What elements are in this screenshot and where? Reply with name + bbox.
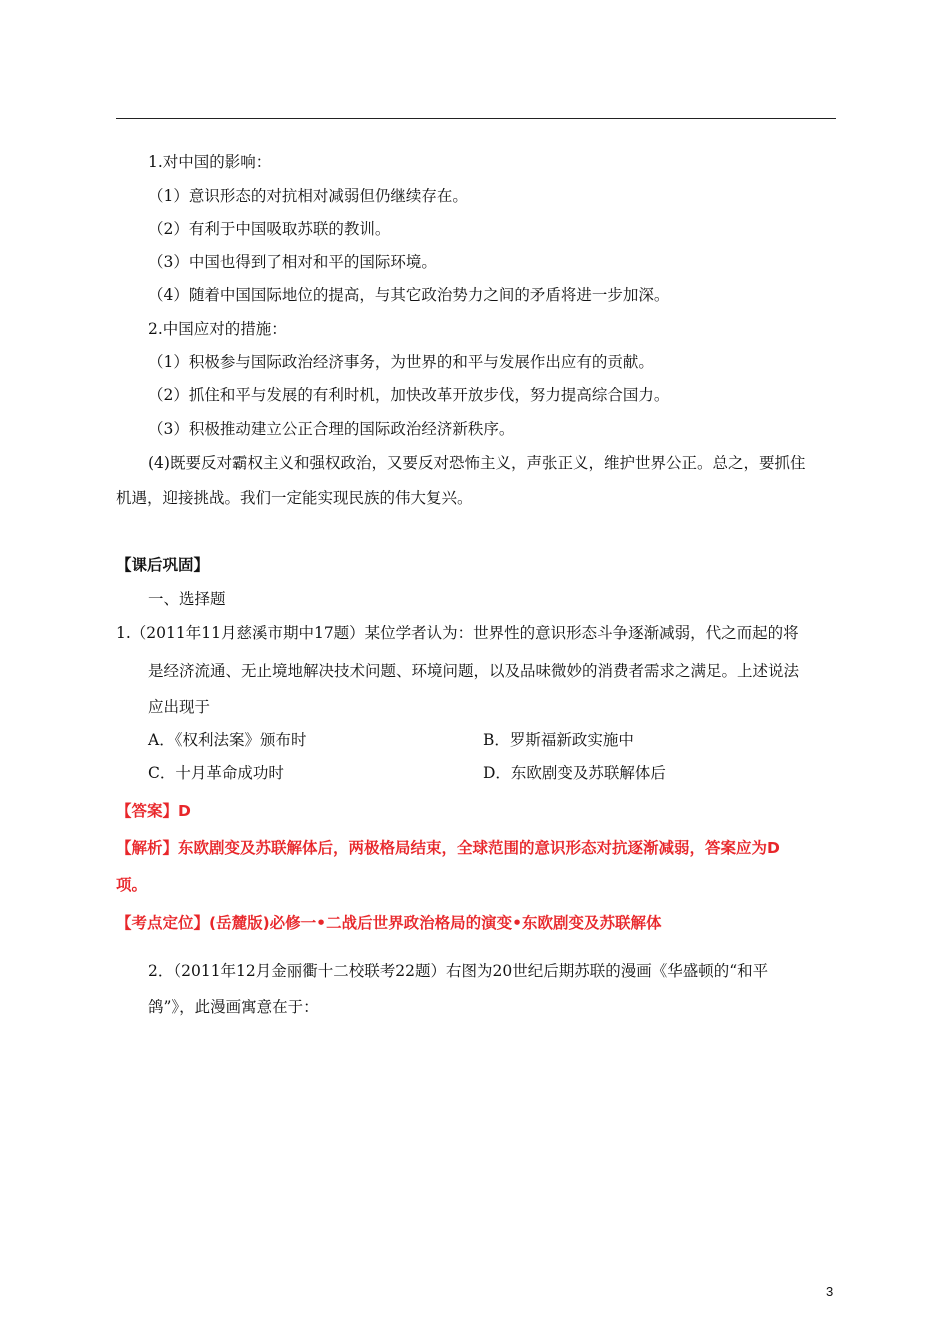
header-rule: [116, 118, 836, 119]
heading-impact: 1.对中国的影响：: [148, 153, 272, 171]
q1-option-b: B．罗斯福新政实施中: [483, 731, 634, 749]
measure-item-2: （2）抓住和平与发展的有利时机，加快改革开放步伐，努力提高综合国力。: [148, 386, 670, 404]
heading-measures: 2.中国应对的措施：: [148, 320, 287, 338]
q1-option-c: C．十月革命成功时: [148, 764, 284, 782]
q1-option-a: A．《权利法案》颁布时: [148, 731, 307, 749]
page-number: 3: [826, 1284, 834, 1299]
q1-answer: 【答案】D: [116, 802, 191, 820]
q1-stem-line2: 是经济流通、无止境地解决技术问题、环境问题，以及品味微妙的消费者需求之满足。上述说法: [148, 662, 800, 680]
q1-option-d: D．东欧剧变及苏联解体后: [483, 764, 666, 782]
impact-item-2: （2）有利于中国吸取苏联的教训。: [148, 220, 391, 238]
measure-item-3: （3）积极推动建立公正合理的国际政治经济新秩序。: [148, 420, 515, 438]
q1-analysis-line1: 【解析】东欧剧变及苏联解体后，两极格局结束，全球范围的意识形态对抗逐渐减弱，答案应为D: [116, 839, 780, 857]
impact-item-1: （1）意识形态的对抗相对减弱但仍继续存在。: [148, 187, 468, 205]
section-title: 【课后巩固】: [116, 555, 210, 574]
measure-item-4-line2: 机遇，迎接挑战。我们一定能实现民族的伟大复兴。: [116, 489, 473, 507]
q1-stem-line3: 应出现于: [148, 698, 211, 716]
q1-knowledge-point: 【考点定位】(岳麓版)必修一•二战后世界政治格局的演变•东欧剧变及苏联解体: [116, 914, 662, 932]
impact-item-3: （3）中国也得到了相对和平的国际环境。: [148, 253, 437, 271]
impact-item-4: （4）随着中国国际地位的提高，与其它政治势力之间的矛盾将进一步加深。: [148, 286, 670, 304]
measure-item-4-line1: (4)既要反对霸权主义和强权政治，又要反对恐怖主义，声张正义，维护世界公正。总之，要抓住: [148, 454, 806, 472]
q1-analysis-line2: 项。: [116, 876, 148, 894]
q1-stem-line1: 1.（2011年11月慈溪市期中17题）某位学者认为：世界性的意识形态斗争逐渐减弱，代之而起的将: [116, 624, 799, 642]
section-subtitle: 一、选择题: [148, 590, 226, 608]
measure-item-1: （1）积极参与国际政治经济事务，为世界的和平与发展作出应有的贡献。: [148, 353, 654, 371]
q2-stem-line2: 鸽”》，此漫画寓意在于：: [148, 998, 319, 1016]
q2-stem-line1: 2．（2011年12月金丽衢十二校联考22题）右图为20世纪后期苏联的漫画《华盛顿的“和平: [148, 962, 769, 980]
